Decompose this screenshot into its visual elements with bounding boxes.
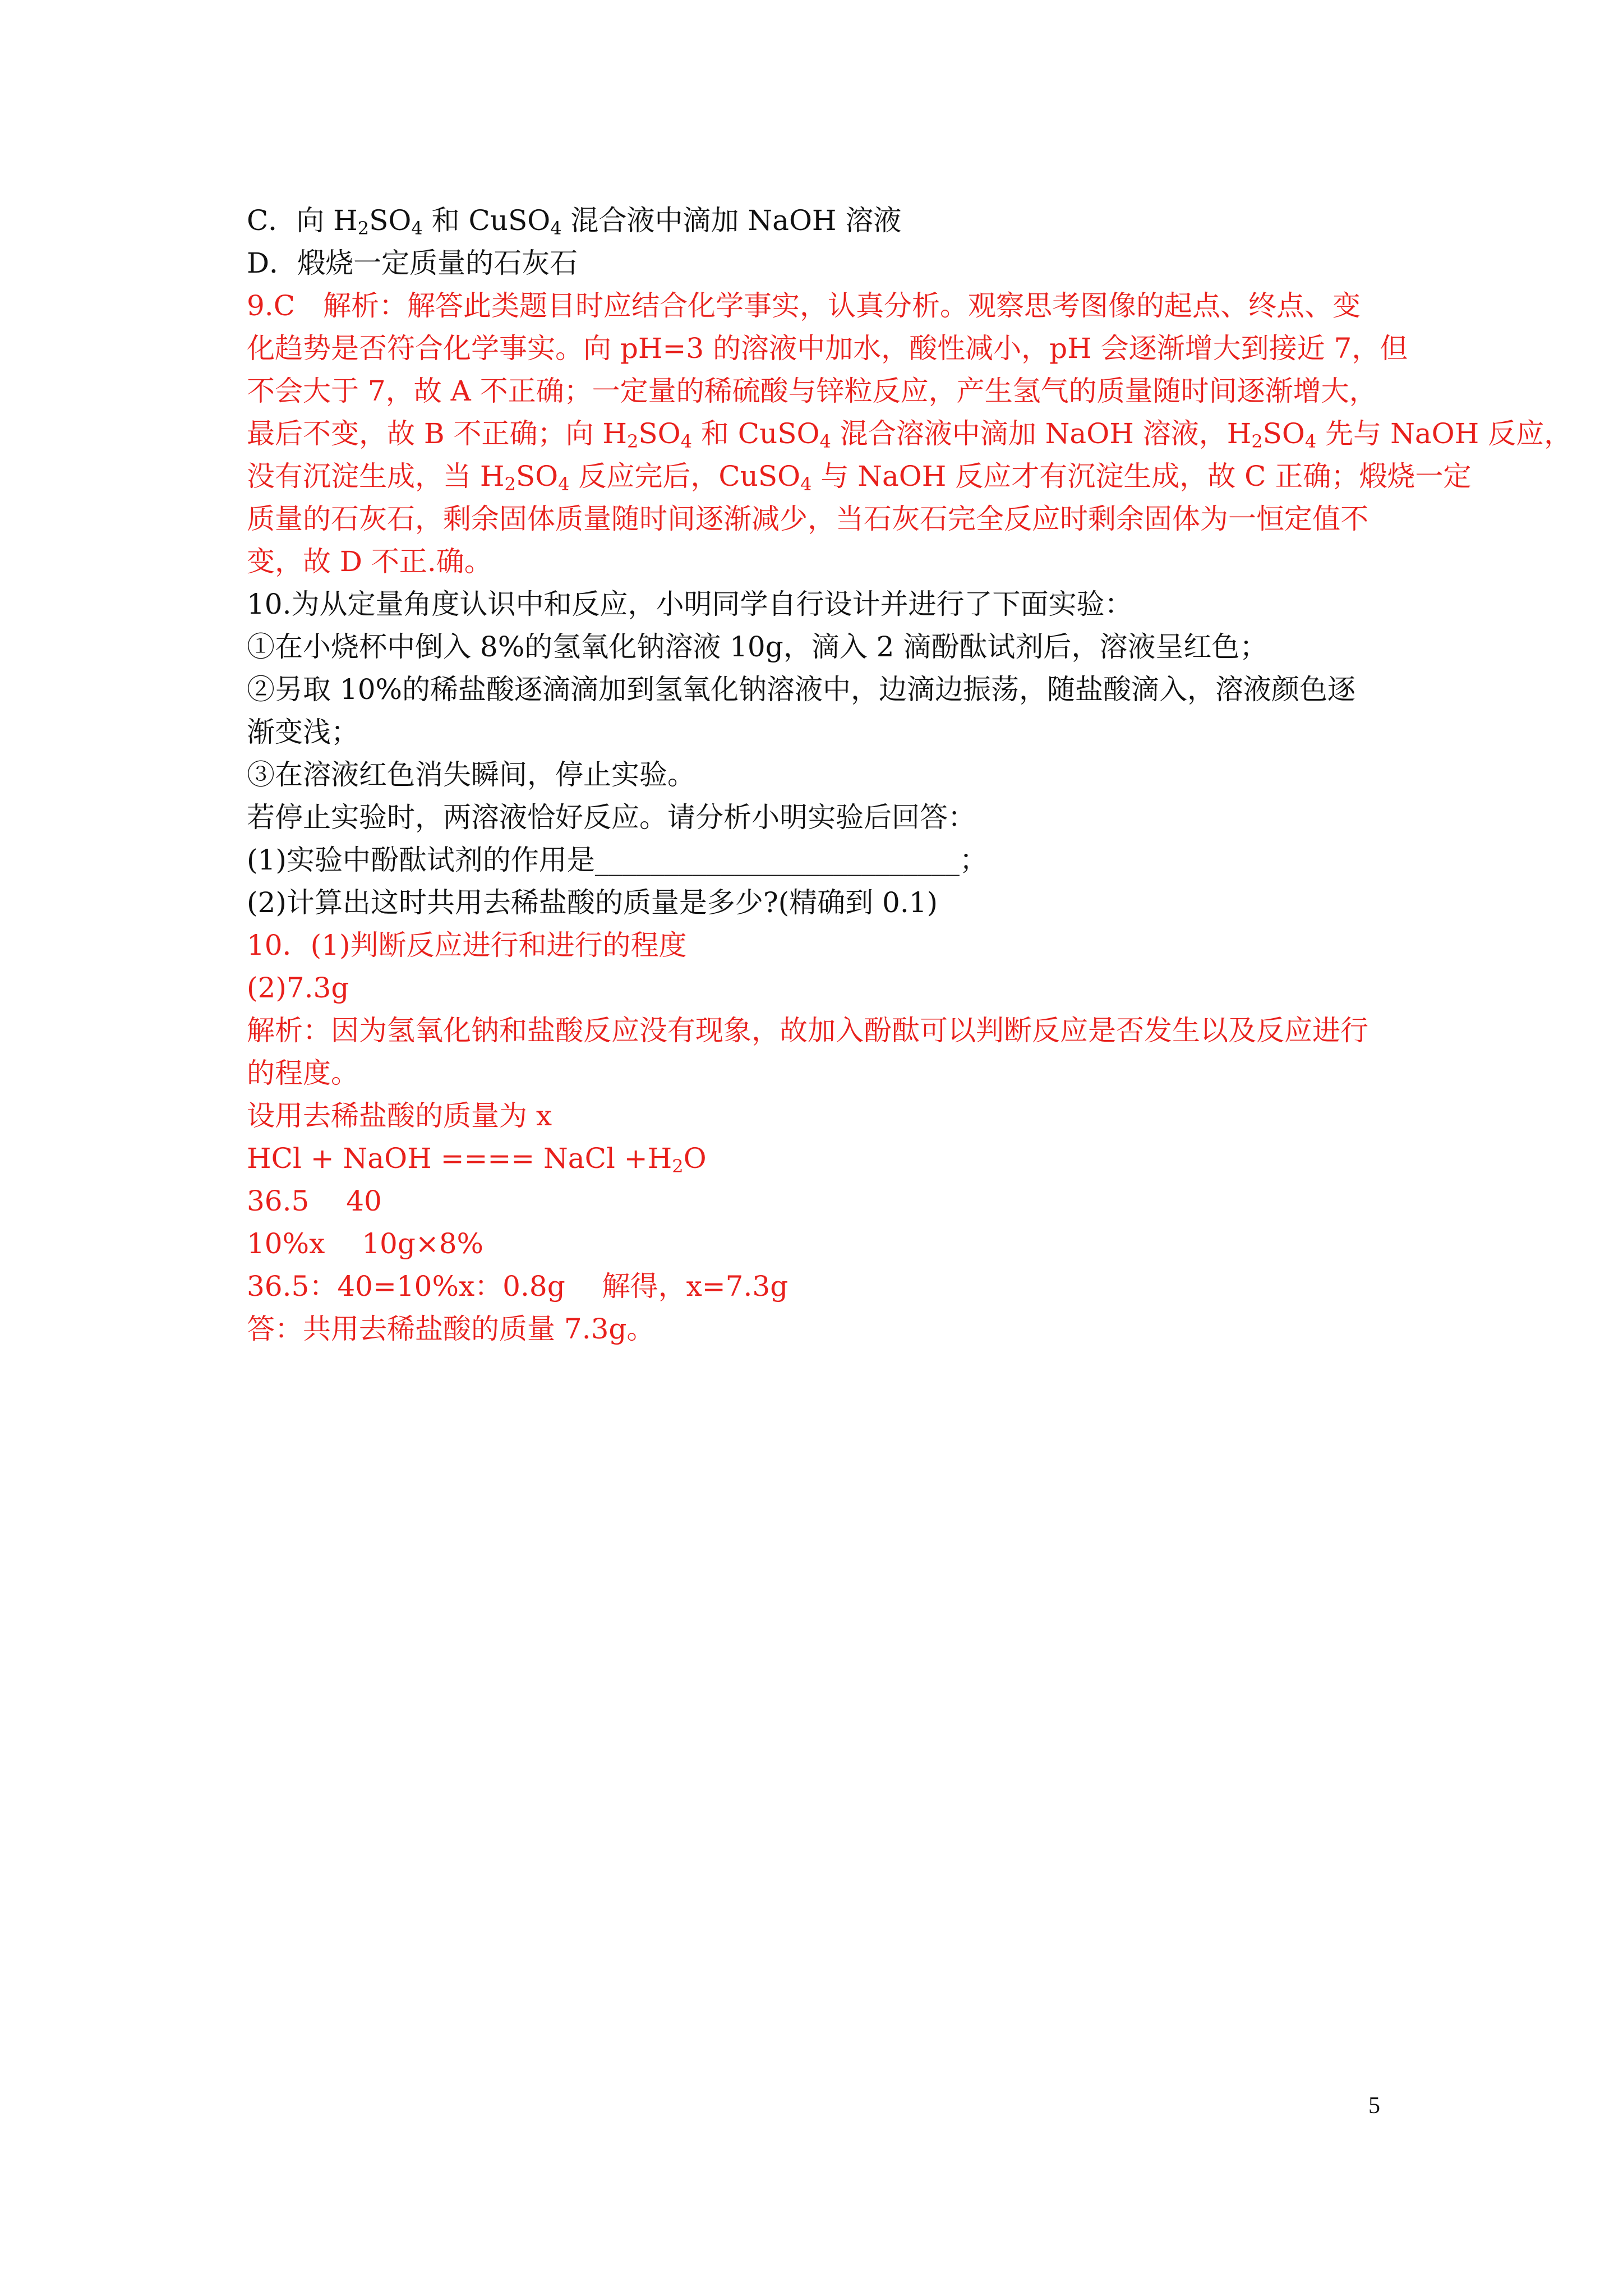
answer-10-molar-mass: 36.5 40: [247, 1185, 382, 1217]
answer-9-line-2: 化趋势是否符合化学事实。向 pH=3 的溶液中加水，酸性减小，pH 会逐渐增大到接近 7，但: [247, 332, 1408, 365]
answer-10-equation: HCl + NaOH ==== NaCl $+H_2O$: [247, 1142, 707, 1177]
answer-9-line-1: 9.C 解析：解答此类题目时应结合化学事实，认真分析。观察思考图像的起点、终点、变: [247, 289, 1361, 322]
question-10-step-3: ③在溶液红色消失瞬间，停止实验。: [247, 758, 695, 791]
answer-9-line-3: 不会大于 7，故 A 不正确；一定量的稀硫酸与锌粒反应，产生氢气的质量随时间逐渐增大，: [247, 375, 1377, 407]
answer-10-conclusion: 答：共用去稀盐酸的质量 7.3g。: [247, 1313, 655, 1345]
answer-10-part-1: 10．(1)判断反应进行和进行的程度: [247, 929, 687, 961]
answer-9-line-5: 没有沉淀生成，当 $H_2SO_4$ 反应完后，CuSO$_4$ 与 NaOH 反应才有沉淀生成，故 C 正确；煅烧一定: [247, 460, 1472, 495]
answer-10-masses: 10%x 10g×8%: [247, 1227, 484, 1260]
answer-9-line-7: 变，故 D 不正.确。: [247, 545, 492, 578]
question-10-step-1: ①在小烧杯中倒入 8%的氢氧化钠溶液 10g，滴入 2 滴酚酞试剂后，溶液呈红色；: [247, 631, 1268, 663]
answer-10-proportion: 36.5：40=10%x：0.8g 解得，x=7.3g: [247, 1270, 789, 1303]
page-number: 5: [1368, 2093, 1380, 2119]
question-10-stem: 10.为从定量角度认识中和反应，小明同学自行设计并进行了下面实验：: [247, 588, 1133, 620]
answer-10-part-2: (2)7.3g: [247, 972, 349, 1004]
answer-10-let-x: 设用去稀盐酸的质量为 x: [247, 1099, 552, 1132]
answer-9-line-6: 质量的石灰石，剩余固体质量随时间逐渐减少，当石灰石完全反应时剩余固体为一恒定值不: [247, 503, 1368, 535]
option-d: D．煅烧一定质量的石灰石: [247, 247, 578, 279]
question-10-step-2-cont: 渐变浅；: [247, 716, 359, 748]
answer-10-analysis-1: 解析：因为氢氧化钠和盐酸反应没有现象，故加入酚酞可以判断反应是否发生以及反应进行: [247, 1014, 1368, 1047]
answer-10-analysis-2: 的程度。: [247, 1057, 359, 1089]
answer-9-line-4: 最后不变，故 B 不正确；向 $H_2SO_4$ 和 CuSO$_4$ 混合溶液中滴加 NaOH 溶液，$H_2SO_4$ 先与 NaOH 反应，: [247, 417, 1573, 452]
question-10-part-2: (2)计算出这时共用去稀盐酸的质量是多少?(精确到 0.1): [247, 886, 938, 919]
question-10-step-2: ②另取 10%的稀盐酸逐滴滴加到氢氧化钠溶液中，边滴边振荡，随盐酸滴入，溶液颜色逐: [247, 673, 1356, 706]
question-10-part-1: (1)实验中酚酞试剂的作用是__________________________；: [247, 844, 988, 876]
question-10-instruction: 若停止实验时，两溶液恰好反应。请分析小明实验后回答：: [247, 801, 976, 834]
option-c: C．向 $H_2SO_4$ 和 CuSO$_4$ 混合液中滴加 NaOH 溶液: [247, 204, 902, 239]
